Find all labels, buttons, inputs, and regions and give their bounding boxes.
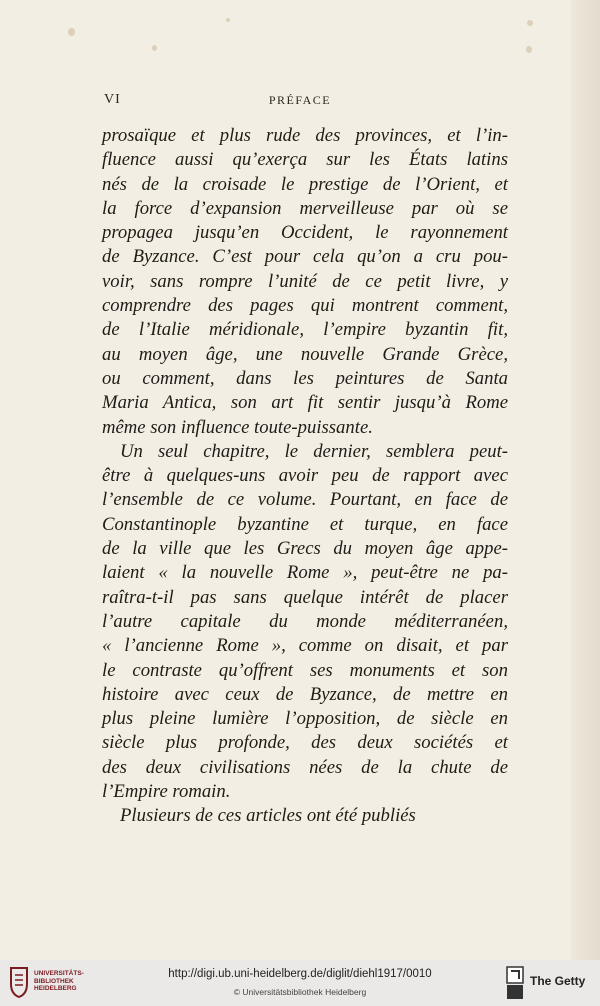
text-line: l’Empire romain. — [102, 781, 231, 803]
foxing-spot — [526, 46, 532, 53]
viewer-footer — [0, 960, 600, 1006]
text-line: l’autre capitale du monde méditerranéen, — [102, 610, 508, 632]
library-name-line: HEIDELBERG — [34, 985, 77, 992]
text-line: comprendre des pages qui montrent comment, — [102, 295, 508, 317]
page-edge — [571, 0, 600, 960]
partner-name: The Getty — [530, 974, 586, 988]
library-name-line: BIBLIOTHEK — [34, 977, 74, 985]
text-line: Constantinople byzantine et turque, en face — [102, 513, 508, 535]
text-line: fluence aussi qu’exerça sur les États latins — [102, 149, 508, 171]
text-line: nés de la croisade le prestige de l’Orient, et — [102, 173, 508, 195]
text-line: voir, sans rompre l’unité de ce petit livre, y — [102, 270, 508, 292]
page-number: VI — [104, 92, 121, 107]
text-line: le contraste qu’offrent ses monuments et son — [102, 659, 508, 681]
library-name-line: UNIVERSITÄTS- — [34, 970, 84, 977]
copyright-notice: © Universitätsbibliothek Heidelberg — [233, 987, 367, 997]
text-line: Plusieurs de ces articles ont été publiés — [120, 805, 416, 827]
foxing-spot — [68, 28, 75, 36]
text-line: propagea jusqu’en Occident, le rayonnement — [102, 222, 508, 244]
page-header — [0, 92, 600, 112]
foxing-spot — [226, 18, 230, 22]
body-text — [102, 124, 508, 829]
foxing-spot — [152, 45, 157, 51]
text-line: siècle plus profonde, des deux sociétés et — [102, 732, 508, 754]
text-line: plus pleine lumière l’opposition, de siècle en — [102, 708, 508, 730]
text-line: l’ensemble de ce volume. Pourtant, en face de — [102, 489, 508, 511]
text-line: de l’Italie méridionale, l’empire byzantin fit, — [102, 319, 508, 341]
text-line: de la ville que les Grecs du moyen âge appe- — [102, 538, 508, 560]
text-line: au moyen âge, une nouvelle Grande Grèce, — [102, 343, 508, 365]
text-line: prosaïque et plus rude des provinces, et l’in- — [102, 125, 508, 146]
text-line: de Byzance. C’est pour cela qu’on a cru pou- — [102, 246, 508, 268]
text-line: la force d’expansion merveilleuse par où se — [102, 197, 508, 219]
running-title: PRÉFACE — [268, 93, 332, 107]
text-line: des deux civilisations nées de la chute de — [102, 756, 508, 778]
text-line: être à quelques-uns avoir peu de rapport avec — [102, 465, 508, 487]
text-line: ou comment, dans les peintures de Santa — [102, 367, 508, 389]
text-line: raîtra-t-il pas sans quelque intérêt de placer — [102, 586, 508, 608]
text-line: Maria Antica, son art fit sentir jusqu’à Rome — [102, 392, 508, 414]
text-line: « l’ancienne Rome », comme on disait, et par — [102, 635, 508, 657]
text-line: même son influence toute-puissante. — [102, 416, 373, 438]
foxing-spot — [527, 20, 533, 26]
rights-icon — [506, 966, 524, 1000]
text-line: Un seul chapitre, le dernier, semblera peut- — [120, 440, 508, 462]
permalink-url[interactable]: http://digi.ub.uni-heidelberg.de/diglit/diehl1917/0010 — [168, 968, 432, 980]
text-line: laient « la nouvelle Rome », peut-être ne pa- — [102, 562, 508, 584]
text-line: histoire avec ceux de Byzance, de mettre en — [102, 683, 508, 705]
